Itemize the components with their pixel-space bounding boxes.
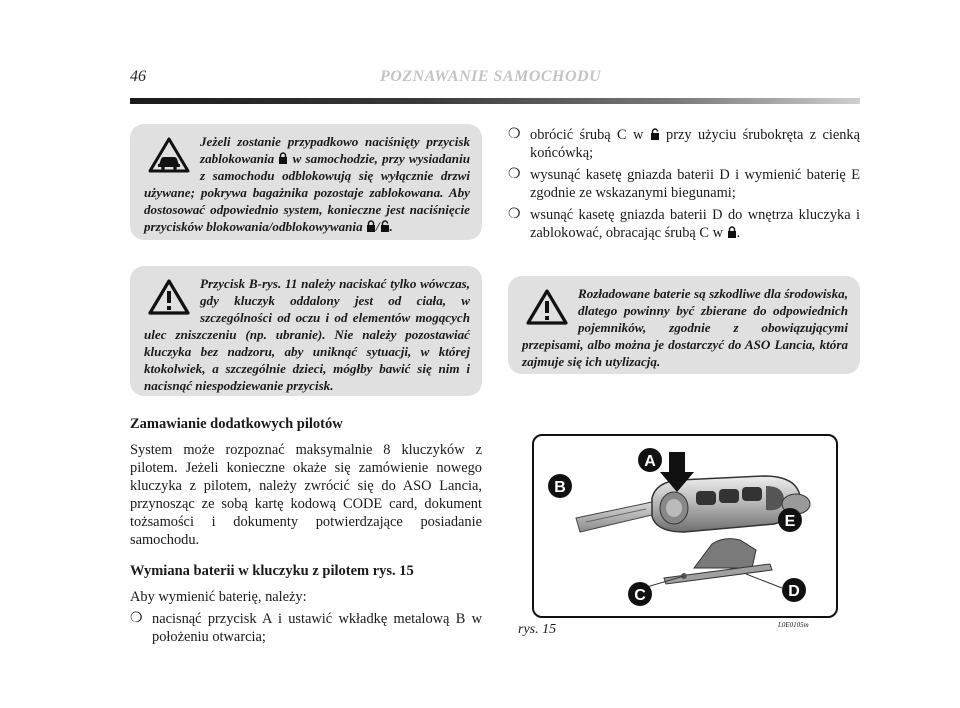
- label-d: [782, 578, 806, 602]
- battery-change-intro: Aby wymienić baterię, należy:: [130, 589, 307, 605]
- svg-text:B: B: [554, 479, 566, 496]
- battery-change-heading: Wymiana baterii w kluczyku z pilotem rys. 15: [130, 563, 414, 579]
- key-diagram: [534, 436, 836, 616]
- warning-button-b-text: Przycisk B-rys. 11 należy naciskać tylko wówczas, gdy kluczyk oddalony jest od ciała, w szczególności od oczu i od elementów mogących ulec zniszczeniu (np. ubranie). Nie należy pozostawiać kluczyka bez nadzoru, aby uniknąć sytuacji, w której ktokolwiek, a szczególnie dzieci, mógłby bawić się nim i nacisnąć niespodziewanie przycisk.: [144, 276, 470, 393]
- battery-step-4-text-a: wsunąć kasetę gniazda baterii D do wnętrza kluczyka i zablokować, obracając śrubą C w: [530, 207, 860, 241]
- unlock-icon: [650, 128, 660, 140]
- battery-step-4-text-b: .: [736, 225, 741, 241]
- battery-step-3-text: wysunąć kasetę gniazda baterii D i wymienić baterię E zgodnie ze wskazanymi biegunami;: [530, 167, 860, 201]
- bullet-icon: ❍: [508, 207, 521, 222]
- svg-text:E: E: [784, 513, 796, 530]
- ordering-body: System może rozpoznać maksymalnie 8 kluczyków z pilotem. Jeżeli konieczne okaże się zamówienie nowego kluczyka z pilotem, należy zwrócić się do ASO Lancia, przynosząc ze sobą kartę kodową CODE card, dokument tożsamości i dokumenty potwierdzające posiadanie samochodu.: [130, 442, 482, 548]
- battery-step-1: [130, 610, 482, 646]
- bullet-icon: ❍: [508, 167, 521, 182]
- warning-box-locking: [130, 124, 482, 240]
- warning-box-batteries: [508, 276, 860, 374]
- label-b: [548, 474, 572, 498]
- warning-locking-text-1: Jeżeli zostanie przypadkowo naciśnięty przycisk zablokowania: [200, 134, 470, 166]
- battery-step-2-text-b: przy użyciu śrubokręta z cienką końcówką;: [530, 127, 861, 161]
- page-number: 46: [130, 68, 146, 85]
- lock-icon: [278, 152, 288, 164]
- svg-text:D: D: [788, 583, 800, 600]
- figure-caption: rys. 15: [518, 622, 557, 637]
- battery-steps-left: [130, 610, 482, 646]
- unlock-icon: [380, 220, 390, 232]
- svg-text:A: A: [644, 453, 656, 470]
- left-column: [130, 416, 482, 650]
- warning-batteries-text: Rozładowane baterie są szkodliwe dla środowiska, dlatego powinny być zbierane do odpowiednich pojemników, zgodnie z obowiązującymi przepisami, albo można je dostarczyć do ASO Lancia, która zajmuje się ich utylizacją.: [522, 286, 848, 369]
- battery-step-3: [508, 166, 860, 202]
- warning-locking-text-2: w samochodzie, przy wysiadaniu z samochodu odblokowują się wyłącznie drzwi używane; pokrywa bagażnika pozostaje zablokowana. Aby dostosować odpowiednio system, konieczne jest naciśnięcie przycisków blokowania/odblokowywania: [144, 151, 470, 234]
- figure-code: L0E0105m: [778, 621, 809, 629]
- warning-triangle-icon: [148, 279, 190, 315]
- lock-icon: [366, 220, 376, 232]
- battery-step-4: [508, 206, 860, 242]
- svg-text:C: C: [634, 587, 646, 604]
- battery-step-2: [508, 126, 860, 162]
- warning-locking-sep: /: [375, 219, 380, 234]
- header-rule: [130, 98, 860, 104]
- right-column: [508, 126, 860, 246]
- page-header: [130, 68, 860, 92]
- label-c: [628, 582, 652, 606]
- warning-box-button-b: [130, 266, 482, 396]
- key-blade: [576, 502, 656, 532]
- car-warning-icon: [148, 137, 190, 173]
- ordering-heading: Zamawianie dodatkowych pilotów: [130, 416, 343, 432]
- section-title: POZNAWANIE SAMOCHODU: [380, 68, 602, 85]
- battery-step-1-text: nacisnąć przycisk A i ustawić wkładkę metalową B w położeniu otwarcia;: [152, 611, 482, 645]
- warning-locking-end: .: [389, 219, 393, 234]
- battery-step-2-text-a: obrócić śrubą C w: [530, 127, 650, 143]
- bullet-icon: ❍: [508, 127, 521, 142]
- bullet-icon: ❍: [130, 611, 143, 626]
- battery-steps-right: [508, 126, 860, 242]
- warning-triangle-icon: [526, 289, 568, 325]
- key-battery-figure: [532, 434, 838, 618]
- lock-icon: [727, 226, 737, 238]
- label-e: [778, 508, 802, 532]
- label-a: [638, 448, 662, 472]
